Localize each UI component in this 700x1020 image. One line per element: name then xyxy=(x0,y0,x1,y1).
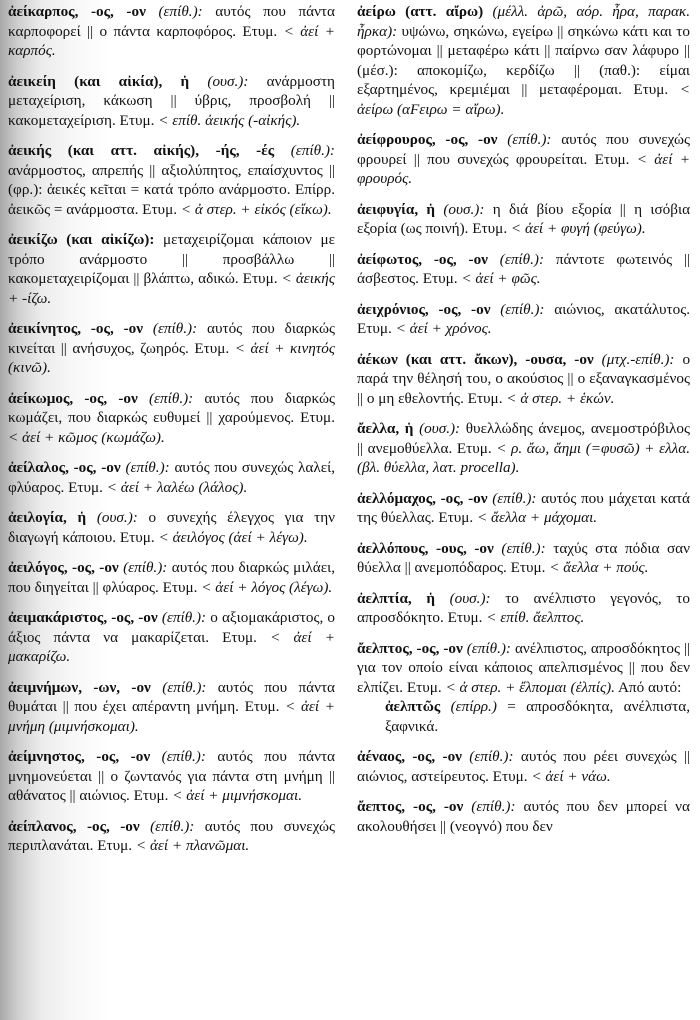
dictionary-entry xyxy=(357,200,690,239)
entry-etymology: < ἀ στερ. + ἔλπομαι (ἐλπίς). xyxy=(445,678,615,696)
entry-part-of-speech: (επίθ.): xyxy=(123,559,168,576)
entry-definition: αυτός που πάντα καρποφορεί || ο πάντα καρποφόρος. Ετυμ. xyxy=(8,3,335,40)
entry-definition: αυτός που συνεχώς φρουρεί || που συνεχώς φρουρείται. Ετυμ. xyxy=(357,131,691,168)
right-column xyxy=(357,2,690,847)
entry-definition: αυτός που διαρκώς κινείται || ανήσυχος, ζωηρός. Ετυμ. xyxy=(8,320,335,357)
entry-definition: το ανέλπιστο γεγονός, το απροσδόκητο. Ετυμ. xyxy=(357,589,691,626)
entry-derived-intro: Από αυτό: xyxy=(617,678,682,696)
entry-etymology: < ἀεί + καρπός. xyxy=(8,22,335,59)
entry-part-of-speech: (επίθ.): xyxy=(469,748,514,765)
entry-part-of-speech: (ουσ.): xyxy=(419,420,461,437)
entry-etymology: < ἀεί + φυγή (φεύγω). xyxy=(510,220,646,237)
entry-definition: υψώνω, σηκώνω, εγείρω || σηκώνω κάτι και το φορτώνομαι || μεταφέρω κάτι || παίρνω σαν λάφυρο || xyxy=(357,22,691,59)
dictionary-entry xyxy=(8,2,335,61)
entry-definition: ταχύς στα πόδια σαν θύελλα || ανεμοπόδαρος. Ετυμ. xyxy=(357,539,691,576)
dictionary-entry xyxy=(357,747,690,786)
entry-headword: ἀελλόμαχος, -ος, -ον xyxy=(357,489,488,507)
entry-etymology: < ἀεί + κῶμος (κωμάζω). xyxy=(8,428,165,446)
entry-part-of-speech: (επίθ.): xyxy=(492,489,537,507)
entry-etymology: < ἄελλα + μάχομαι. xyxy=(476,509,598,526)
entry-headword: ἀειμακάριστος, -ος, -ον xyxy=(8,609,158,626)
entry-etymology: < επίθ. ἄελπτος. xyxy=(486,609,585,626)
entry-definition: ο συνεχής έλεγχος για την διαγωγή κάποιου. Ετυμ. xyxy=(8,509,336,546)
entry-definition: αυτός που πάντα θυμάται || που έχει απέραντη μνήμη. Ετυμ. xyxy=(8,678,336,715)
entry-etymology: < ἀεί + μιμνήσκομαι. xyxy=(172,787,303,804)
entry-definition: αυτός που διαρκώς μιλάει, που διηγείται || φλύαρος. Ετυμ. xyxy=(8,559,335,596)
dictionary-entry xyxy=(8,141,335,219)
entry-etymology: < ρ. ἄω, ἄημι (=φυσῶ) + ελλα. (βλ. θύελλα, λατ. procella). xyxy=(357,439,690,476)
entry-headword: ἀείπλανος, -ος, -ον xyxy=(8,817,140,835)
entry-part-of-speech: (μτχ.-επίθ.): xyxy=(601,350,675,368)
entry-etymology: < ἀεί + φρουρός. xyxy=(357,150,690,187)
entry-headword: ἀεικής (και αττ. αἰκής), -ής, -ές xyxy=(8,142,275,159)
derived-part-of-speech: (επίρρ.) xyxy=(450,698,497,715)
entry-headword: ἀελλόπους, -ους, -ον xyxy=(357,539,494,557)
dictionary-entry xyxy=(357,489,690,528)
entry-part-of-speech: (ουσ.): xyxy=(96,509,138,526)
entry-etymology: < ἀεί + κινητός (κινῶ). xyxy=(8,339,335,376)
entry-headword: ἀειφυγία, ἡ xyxy=(357,200,436,218)
entry-definition: πάντοτε φωτεινός || άσβεστος. Ετυμ. xyxy=(357,250,691,287)
entry-headword: ἀεικείη (και αἰκία), ἡ xyxy=(8,72,190,90)
entry-part-of-speech: (επίθ.): xyxy=(125,459,170,476)
dictionary-entry xyxy=(8,389,335,448)
entry-headword: ἀεικίνητος, -ος, -ον xyxy=(8,320,144,337)
entry-definition: αυτός που συνεχώς λαλεί, φλύαρος. Ετυμ. xyxy=(8,459,335,496)
entry-etymology: < ἀ στερ. + ἑκών. xyxy=(506,389,615,407)
entry-headword: ἄελλα, ἡ xyxy=(357,420,414,437)
entry-definition: αυτός που πάντα μνημονεύεται || ο ζωντανός για πάντα στη μνήμη || αθάνατος || αιώνιος. Ετυμ. xyxy=(8,748,336,804)
entry-etymology: < ἀεί + πλανῶμαι. xyxy=(135,837,250,854)
dictionary-entry xyxy=(357,589,690,628)
entry-definition: ανάρμοστος, απρεπής || αξιολύπητος, επαίσχυντος || xyxy=(8,161,335,179)
dictionary-entry xyxy=(8,72,335,131)
dictionary-entry xyxy=(8,230,335,308)
entry-part-of-speech: (μέλλ. ἀρῶ, αόρ. ἦρα, παρακ. ἦρκα): xyxy=(357,3,691,40)
entry-part-of-speech: (ουσ.): xyxy=(207,72,249,90)
derived-headword: ἀελπτῶς xyxy=(385,698,441,715)
dictionary-entry xyxy=(357,419,690,478)
entry-part-of-speech: (επίθ.): xyxy=(501,539,546,557)
entry-part-of-speech: (επίθ.): xyxy=(152,320,198,337)
entry-headword: ἀέκων (και αττ. ἄκων), -ουσα, -ον xyxy=(357,350,594,368)
entry-part-of-speech: (επίθ.): xyxy=(466,639,511,657)
entry-part-of-speech: (επίθ.): xyxy=(290,142,335,159)
entry-definition: αιώνιος, ακατάλυτος. Ετυμ. xyxy=(357,300,691,337)
dictionary-entry xyxy=(8,458,335,497)
entry-etymology: < ἀεί + μακαρίζω. xyxy=(8,628,335,665)
entry-headword: ἀειμνήμων, -ων, -ον xyxy=(8,678,151,696)
dictionary-entry xyxy=(357,130,690,189)
entry-headword: ἀείφρουρος, -ος, -ον xyxy=(357,131,498,148)
entry-etymology: < ἀεί + λαλέω (λάλος). xyxy=(106,478,248,496)
dictionary-entry xyxy=(8,608,335,667)
entry-definition: θυελλώδης άνεμος, ανεμοστρόβιλος || ανεμοθύελλα. Ετυμ. xyxy=(357,420,691,457)
entry-definition: η διά βίου εξορία || η ισόβια εξορία (ως ποινή). Ετυμ. xyxy=(357,200,691,237)
entry-definition: αυτός που διαρκώς κωμάζει, που διαρκώς ευθυμεί || χαρούμενος. Ετυμ. xyxy=(8,389,336,426)
entry-etymology: < ἀεί + μνήμη (μιμνήσκομαι). xyxy=(8,698,336,735)
entry-definition: αυτός που δεν μπορεί να ακολουθήσει || (νεογνό) που δεν xyxy=(357,798,690,835)
entry-etymology: < ἄελλα + πούς. xyxy=(549,559,649,576)
entry-headword: ἀείρω (αττ. αἴρω) xyxy=(357,3,484,20)
dictionary-entry xyxy=(357,639,690,698)
entry-part-of-speech: (επίθ.): xyxy=(150,817,195,835)
entry-definition: αυτός που ρέει συνεχώς || αιώνιος, αστείρευτος. Ετυμ. xyxy=(357,748,691,785)
dictionary-entry xyxy=(357,2,690,119)
entry-part-of-speech: (επίθ.): xyxy=(161,748,206,765)
entry-definition: ο αξιομακάριστος, ο άξιος πάντα να μακαρίζεται. Ετυμ. xyxy=(8,609,336,646)
entry-part-of-speech: (επίθ.): xyxy=(158,3,203,20)
dictionary-entry xyxy=(357,350,690,409)
entry-etymology: < ἀεί + φῶς. xyxy=(461,270,541,287)
entry-part-of-speech: (επίθ.): xyxy=(162,678,207,696)
dictionary-entry xyxy=(357,250,690,289)
entry-headword: ἀείλαλος, -ος, -ον xyxy=(8,459,121,476)
entry-headword: ἀείμνηστος, -ος, -ον xyxy=(8,748,151,765)
entry-headword: ἄεπτος, -ος, -ον xyxy=(357,798,464,815)
entry-part-of-speech: (επίθ.): xyxy=(148,389,194,407)
derived-entry xyxy=(357,697,690,736)
entry-headword: ἀείκαρπος, -ος, -ον xyxy=(8,3,146,20)
entry-definition: ανέλπιστος, απροσδόκητος || για τον οποίο είναι κάποιος απελπισμένος || που δεν ελπίζει. Ετυμ. xyxy=(357,639,691,696)
dictionary-entry xyxy=(8,747,335,806)
dictionary-entry xyxy=(8,558,335,597)
entry-part-of-speech: (επίθ.): xyxy=(499,250,545,268)
dictionary-entry xyxy=(8,319,335,378)
entry-headword: ἀειλόγος, -ος, -ον xyxy=(8,559,119,576)
entry-part-of-speech: (ουσ.): xyxy=(443,200,485,218)
entry-definition: ανάρμοστη μεταχείριση, κάκωση || ύβρις, προσβολή || κακομεταχείριση. Ετυμ. xyxy=(8,72,335,129)
dictionary-entry xyxy=(8,678,335,737)
derived-definition: = απροσδόκητα, ανέλπιστα, ξαφνικά. xyxy=(385,698,690,735)
entry-etymology: < ἀείρω (αϜειρω = αἴρω). xyxy=(357,81,690,118)
entry-headword: ἀείκωμος, -ος, -ον xyxy=(8,389,138,407)
entry-definition: μεταχειρίζομαι κάποιον με τρόπο ανάρμοστο || προσβάλλω || κακομεταχειρίζομαι || βλάπτω, αδικώ. Ετυμ. xyxy=(8,231,335,287)
dictionary-entry xyxy=(357,300,690,339)
entry-headword: ἀεικίζω (και αἰκίζω): xyxy=(8,231,155,248)
entry-definition: αυτός που συνεχώς περιπλανάται. Ετυμ. xyxy=(8,817,335,854)
dictionary-entry xyxy=(8,508,335,547)
dictionary-entry xyxy=(357,797,690,836)
entry-part-of-speech: (επίθ.): xyxy=(500,300,545,318)
entry-headword: ἀέναος, -ος, -ον xyxy=(357,748,462,765)
entry-etymology: < επίθ. ἀεικής (-αἰκής). xyxy=(158,111,301,129)
left-column xyxy=(8,2,335,867)
entry-etymology: < ἀεί + λόγος (λέγω). xyxy=(201,578,333,596)
entry-part-of-speech: (ουσ.): xyxy=(449,589,491,607)
entry-etymology: < ἀειλόγος (ἀεί + λέγω). xyxy=(158,528,308,546)
entry-definition: ο παρά την θέλησή του, ο ακούσιος || ο εξαναγκασμένος || ο μη εθελοντής. Ετυμ. xyxy=(357,350,691,407)
entry-etymology: < ἀεί + νάω. xyxy=(531,767,611,785)
entry-etymology: < ἀ στερ. + εἰκός (εἴκω). xyxy=(180,200,332,218)
entry-etymology: < ἀεί + χρόνος. xyxy=(395,320,492,337)
entry-part-of-speech: (επίθ.): xyxy=(507,131,552,148)
entry-part-of-speech: (επίθ.): xyxy=(161,609,207,626)
entry-headword: ἀελπτία, ἡ xyxy=(357,589,435,607)
entry-extra: (μέσ.): αποκομίζω, κερδίζω || (παθ.): είμαι εξαρτημένος, κρεμιέμαι || μεταφέρομαι. Ετυμ. xyxy=(357,61,690,98)
entry-part-of-speech: (επίθ.): xyxy=(471,798,516,815)
dictionary-entry xyxy=(8,817,335,856)
entry-definition: αυτός που μάχεται κατά της θύελλας. Ετυμ. xyxy=(357,489,691,526)
entry-headword: ἄελπτος, -ος, -ον xyxy=(357,639,463,657)
entry-extra: (φρ.): ἀεικές κεῖται = κατά τρόπο ανάρμοστο. Επίρρ. ἀεικῶς = ανάρμοστα. Ετυμ. xyxy=(8,181,335,218)
dictionary-entry xyxy=(357,539,690,578)
entry-headword: ἀειχρόνιος, -ος, -ον xyxy=(357,300,491,318)
entry-headword: ἀειλογία, ἡ xyxy=(8,509,87,526)
entry-etymology: < ἀεικής + -ίζω. xyxy=(8,270,335,307)
entry-headword: ἀείφωτος, -ος, -ον xyxy=(357,250,488,268)
